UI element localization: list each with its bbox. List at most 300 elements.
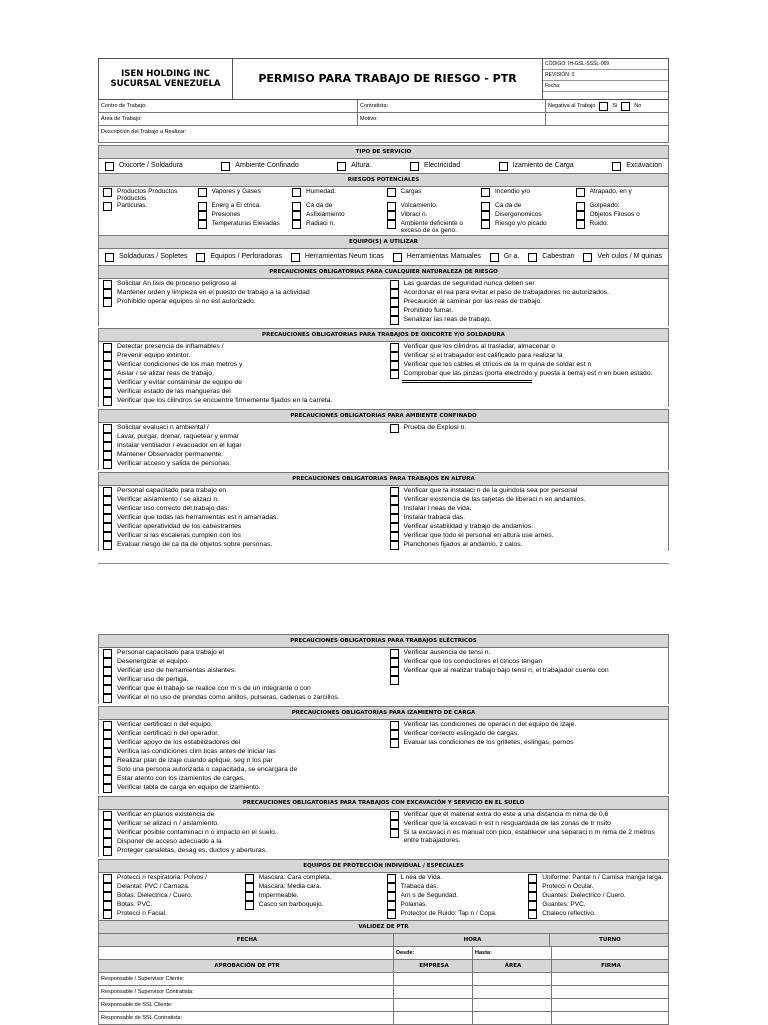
- checkbox[interactable]: [390, 352, 399, 361]
- checkbox[interactable]: [103, 280, 112, 289]
- riesgo-option[interactable]: [198, 202, 287, 211]
- checkbox[interactable]: [390, 316, 399, 325]
- checkbox[interactable]: [528, 253, 537, 262]
- checkbox[interactable]: [103, 721, 112, 730]
- aprobacion-area-input[interactable]: [473, 986, 552, 998]
- epp-option[interactable]: [103, 910, 239, 919]
- epp-option[interactable]: [387, 901, 523, 910]
- aprobacion-firma-input[interactable]: [552, 973, 668, 985]
- checkbox[interactable]: [245, 901, 254, 910]
- checkbox[interactable]: [390, 532, 399, 541]
- checkbox[interactable]: [196, 253, 205, 262]
- checkbox[interactable]: [103, 397, 112, 406]
- checkbox[interactable]: [103, 433, 112, 442]
- precaution-item[interactable]: [390, 424, 665, 433]
- riesgo-option[interactable]: [292, 211, 381, 220]
- validez-turno-input[interactable]: [552, 947, 668, 959]
- riesgo-option[interactable]: [481, 220, 570, 234]
- checkbox[interactable]: [103, 505, 112, 514]
- tipo-servicio-option[interactable]: Excavacion: [612, 162, 662, 171]
- checkbox[interactable]: [103, 829, 112, 838]
- item-label: Personal capacitado para trabajo el: [117, 649, 224, 656]
- checkbox[interactable]: [612, 162, 621, 171]
- negativa-si-checkbox[interactable]: [599, 102, 608, 111]
- checkbox[interactable]: [481, 211, 490, 220]
- aprobacion-rows: [99, 973, 668, 1025]
- checkbox[interactable]: [103, 766, 112, 775]
- riesgo-option[interactable]: [576, 220, 665, 234]
- centro-field[interactable]: Centro de Trabajo:: [101, 103, 147, 109]
- epp-option[interactable]: [103, 892, 239, 901]
- checkbox[interactable]: [245, 892, 254, 901]
- precaution-item[interactable]: [103, 496, 378, 505]
- precaution-item[interactable]: [103, 397, 378, 406]
- checkbox[interactable]: [390, 820, 399, 829]
- checkbox[interactable]: [390, 361, 399, 370]
- tipo-servicio-option[interactable]: Izamiento de Carga: [499, 162, 574, 171]
- checkbox[interactable]: [103, 370, 112, 379]
- item-label: Guantes: Dielectrico / Cuero.: [542, 892, 626, 899]
- precaution-item[interactable]: [390, 820, 665, 829]
- precaution-item[interactable]: [390, 352, 665, 361]
- riesgo-option[interactable]: [198, 188, 287, 202]
- precaution-item[interactable]: [103, 748, 378, 757]
- blank-line: [402, 380, 532, 381]
- checkbox[interactable]: [103, 460, 112, 469]
- precaution-item[interactable]: [390, 523, 665, 532]
- checkbox[interactable]: [245, 883, 254, 892]
- checkbox[interactable]: [103, 901, 112, 910]
- precaution-item[interactable]: [390, 487, 665, 496]
- prec-general-list: [98, 279, 669, 326]
- precaution-item[interactable]: [390, 649, 665, 658]
- riesgo-option[interactable]: [103, 188, 192, 202]
- equipo-option[interactable]: [490, 253, 520, 262]
- item-label: Verificar que todas las herramientas est n amarradas.: [117, 514, 279, 521]
- precaution-item[interactable]: [103, 343, 378, 352]
- precaution-item[interactable]: [103, 649, 378, 658]
- checkbox[interactable]: [291, 253, 300, 262]
- checkbox[interactable]: [576, 188, 585, 197]
- checkbox[interactable]: [103, 388, 112, 397]
- checkbox[interactable]: [103, 910, 112, 919]
- checkbox[interactable]: [103, 188, 112, 197]
- checkbox[interactable]: [390, 487, 399, 496]
- epp-option[interactable]: [245, 901, 381, 910]
- checkbox[interactable]: [103, 442, 112, 451]
- epp-option[interactable]: [103, 883, 239, 892]
- descripcion-field[interactable]: Descripción del Trabajo a Realizar:: [101, 129, 187, 135]
- checkbox[interactable]: [103, 775, 112, 784]
- checkbox[interactable]: [103, 838, 112, 847]
- precaution-item[interactable]: [103, 820, 378, 829]
- checkbox[interactable]: [390, 307, 399, 316]
- item-label: Trabaca das.: [400, 883, 439, 890]
- checkbox[interactable]: [390, 739, 399, 748]
- checkbox[interactable]: [390, 424, 399, 433]
- checkbox[interactable]: [103, 739, 112, 748]
- checkbox[interactable]: [103, 523, 112, 532]
- epp-title: EQUIPOS DE PROTECCIÓN INDIVIDUAL / ESPECIALES: [98, 859, 669, 873]
- aprobacion-empresa-input[interactable]: [394, 986, 473, 998]
- checkbox[interactable]: [387, 874, 396, 883]
- precaution-item[interactable]: [390, 667, 665, 676]
- precaution-item[interactable]: [103, 532, 378, 541]
- area-field[interactable]: Área de Trabajo:: [101, 116, 142, 122]
- riesgo-option[interactable]: [292, 188, 381, 202]
- checkbox[interactable]: [198, 202, 207, 211]
- checkbox[interactable]: [105, 253, 114, 262]
- epp-option[interactable]: [245, 892, 381, 901]
- precaution-item[interactable]: [390, 370, 665, 379]
- checkbox[interactable]: [499, 162, 508, 171]
- checkbox[interactable]: [390, 676, 399, 685]
- riesgo-option[interactable]: [576, 202, 665, 211]
- checkbox[interactable]: [292, 188, 301, 197]
- item-label: Instalar l neas de vida.: [403, 505, 472, 512]
- precaution-item[interactable]: [103, 658, 378, 667]
- precaution-item[interactable]: [103, 379, 378, 388]
- equipo-option[interactable]: [393, 253, 481, 262]
- precaution-item[interactable]: [103, 460, 378, 469]
- precaution-item[interactable]: [390, 307, 665, 316]
- checkbox[interactable]: [103, 514, 112, 523]
- checkbox[interactable]: [103, 847, 112, 856]
- item-label: Verificar el no uso de prendas como anillos, pulseras, cadenas o zarcillos.: [117, 694, 340, 701]
- riesgo-option[interactable]: [292, 220, 381, 234]
- precaution-item[interactable]: [390, 730, 665, 739]
- checkbox[interactable]: [103, 784, 112, 793]
- checkbox[interactable]: [292, 220, 301, 229]
- precaution-item[interactable]: [103, 505, 378, 514]
- precaution-item[interactable]: [390, 289, 665, 298]
- checkbox[interactable]: [387, 220, 396, 229]
- riesgo-option[interactable]: [576, 188, 665, 202]
- checkbox[interactable]: [390, 514, 399, 523]
- checkbox[interactable]: [387, 211, 396, 220]
- item-label: Radiaci n.: [306, 220, 335, 227]
- checkbox[interactable]: [245, 874, 254, 883]
- motivo-field[interactable]: Motivo:: [357, 113, 545, 125]
- tipo-servicio-option[interactable]: Oxicorte / Soldadura: [105, 162, 183, 171]
- item-label: Prohibido operar equipos si no est autorizado.: [117, 298, 256, 305]
- riesgo-option[interactable]: [387, 188, 476, 202]
- equipo-option[interactable]: [291, 253, 384, 262]
- precaution-item[interactable]: [103, 541, 378, 550]
- epp-option[interactable]: [245, 874, 381, 883]
- checkbox[interactable]: [103, 730, 112, 739]
- item-label: Vibraci n.: [400, 211, 428, 218]
- validez-fecha-input[interactable]: [99, 947, 394, 959]
- epp-option[interactable]: [387, 883, 523, 892]
- checkbox[interactable]: [103, 202, 112, 211]
- checkbox[interactable]: [576, 211, 585, 220]
- checkbox[interactable]: [103, 532, 112, 541]
- precaution-item[interactable]: [103, 667, 378, 676]
- precaution-item[interactable]: [390, 343, 665, 352]
- equipo-option[interactable]: [105, 253, 188, 262]
- equipo-option[interactable]: [583, 253, 662, 262]
- checkbox[interactable]: [103, 541, 112, 550]
- checkbox[interactable]: [390, 658, 399, 667]
- checkbox[interactable]: [198, 188, 207, 197]
- aprobacion-empresa-input[interactable]: [394, 999, 473, 1011]
- precaution-item[interactable]: [103, 289, 378, 298]
- checkbox[interactable]: [528, 892, 537, 901]
- checkbox[interactable]: [292, 202, 301, 211]
- checkbox[interactable]: [390, 298, 399, 307]
- blank-line: [402, 382, 532, 383]
- checkbox[interactable]: [528, 883, 537, 892]
- aprobacion-firma-input[interactable]: [552, 986, 668, 998]
- precaution-item[interactable]: [103, 847, 378, 856]
- checkbox[interactable]: [337, 162, 346, 171]
- riesgo-option[interactable]: [103, 202, 192, 211]
- item-label: Verificar operatividad de los cabestrantes: [117, 523, 242, 530]
- checkbox[interactable]: [103, 658, 112, 667]
- precaution-item[interactable]: [103, 442, 378, 451]
- equipo-option[interactable]: [528, 253, 574, 262]
- aprobacion-empresa-input[interactable]: [394, 973, 473, 985]
- precaution-item[interactable]: [103, 451, 378, 460]
- checkbox[interactable]: [105, 162, 114, 171]
- item-label: Verificar existencia de las tarjetas de liberaci n en andamios.: [403, 496, 586, 503]
- checkbox[interactable]: [576, 202, 585, 211]
- checkbox[interactable]: [390, 811, 399, 820]
- precaution-item[interactable]: [103, 514, 378, 523]
- riesgo-option[interactable]: [387, 202, 476, 211]
- precaution-column-left: [103, 280, 378, 325]
- epp-option[interactable]: [103, 901, 239, 910]
- riesgo-option[interactable]: [481, 188, 570, 202]
- checkbox[interactable]: [103, 667, 112, 676]
- precaution-item[interactable]: [103, 685, 378, 694]
- precaution-item[interactable]: [390, 676, 665, 685]
- precaution-item[interactable]: [103, 811, 378, 820]
- checkbox[interactable]: [103, 883, 112, 892]
- checkbox[interactable]: [387, 901, 396, 910]
- item-label: Verificar si las escaleras cumplen con los: [117, 532, 241, 539]
- aprobacion-empresa-input[interactable]: [394, 1012, 473, 1024]
- precaution-item[interactable]: [103, 739, 378, 748]
- precaution-item[interactable]: [103, 775, 378, 784]
- checkbox[interactable]: [390, 730, 399, 739]
- checkbox[interactable]: [393, 253, 402, 262]
- riesgo-option[interactable]: [198, 220, 287, 234]
- checkbox[interactable]: [390, 523, 399, 532]
- checkbox[interactable]: [103, 424, 112, 433]
- precaution-item[interactable]: [390, 514, 665, 523]
- tipo-servicio-option[interactable]: Ambiente Confinado: [221, 162, 298, 171]
- checkbox[interactable]: [390, 370, 399, 379]
- checkbox[interactable]: [103, 451, 112, 460]
- precaution-item[interactable]: [390, 280, 665, 289]
- checkbox[interactable]: [198, 220, 207, 229]
- precaution-item[interactable]: [103, 757, 378, 766]
- precaution-item[interactable]: [103, 361, 378, 370]
- aprobacion-firma-input[interactable]: [552, 999, 668, 1011]
- checkbox[interactable]: [390, 829, 399, 838]
- permit-page-1: [98, 58, 669, 564]
- checkbox[interactable]: [390, 343, 399, 352]
- item-label: Volcamiento.: [400, 202, 438, 209]
- item-label: Temperaturas Elevadas: [211, 220, 280, 227]
- precaution-item[interactable]: [103, 370, 378, 379]
- riesgo-option[interactable]: [387, 211, 476, 220]
- checkbox[interactable]: [387, 892, 396, 901]
- item-label: Prueba de Explosi n.: [403, 424, 467, 431]
- precaution-item[interactable]: [390, 658, 665, 667]
- precaution-item[interactable]: [103, 388, 378, 397]
- checkbox[interactable]: [103, 343, 112, 352]
- riesgo-option[interactable]: [198, 211, 287, 220]
- epp-option[interactable]: [387, 892, 523, 901]
- checkbox[interactable]: [528, 901, 537, 910]
- checkbox[interactable]: [390, 721, 399, 730]
- item-label: Mantener orden y limpieza en el puesto de trabajo a la actividad: [117, 289, 310, 296]
- precaution-item[interactable]: [103, 730, 378, 739]
- checkbox[interactable]: [103, 694, 112, 703]
- form-header: [98, 58, 669, 100]
- checkbox[interactable]: [410, 162, 419, 171]
- precaution-item[interactable]: [390, 532, 665, 541]
- checkbox[interactable]: [103, 757, 112, 766]
- epp-option[interactable]: [528, 901, 664, 910]
- item-label: Mascara: Cara completa.: [258, 874, 332, 881]
- checkbox[interactable]: [576, 220, 585, 229]
- checkbox[interactable]: [292, 211, 301, 220]
- epp-option[interactable]: [528, 883, 664, 892]
- checkbox[interactable]: [103, 820, 112, 829]
- item-label: Comprobar que las pinzas (porta electrodo y puesta a tierra) est n en buen estado.: [403, 370, 653, 377]
- checkbox[interactable]: [387, 910, 396, 919]
- checkbox[interactable]: [103, 811, 112, 820]
- precaution-item[interactable]: [390, 496, 665, 505]
- equipo-option[interactable]: [196, 253, 282, 262]
- precaution-item[interactable]: [103, 676, 378, 685]
- item-label: Verificar que el material extra do este a una distancia m nima de 0,6: [403, 811, 609, 818]
- checkbox[interactable]: [390, 280, 399, 289]
- checkbox[interactable]: [103, 487, 112, 496]
- epp-option[interactable]: [528, 910, 664, 919]
- tipo-servicio-option[interactable]: Altura.: [337, 162, 371, 171]
- precaution-item[interactable]: [390, 721, 665, 730]
- epp-option[interactable]: [387, 910, 523, 919]
- checkbox[interactable]: [103, 352, 112, 361]
- precaution-item[interactable]: [103, 694, 378, 703]
- precaution-item[interactable]: [103, 487, 378, 496]
- precaution-item[interactable]: [103, 523, 378, 532]
- checkbox[interactable]: [481, 202, 490, 211]
- checkbox[interactable]: [390, 289, 399, 298]
- precaution-item[interactable]: [390, 316, 665, 325]
- aprobacion-area-input[interactable]: [473, 999, 552, 1011]
- epp-option[interactable]: [103, 874, 239, 883]
- checkbox[interactable]: [390, 496, 399, 505]
- checkbox[interactable]: [103, 289, 112, 298]
- equipos-title: EQUIPO(S) A UTILIZAR: [98, 235, 669, 249]
- precaution-item[interactable]: [103, 433, 378, 442]
- aprobacion-area-input[interactable]: [473, 1012, 552, 1024]
- precaution-item[interactable]: [103, 829, 378, 838]
- checkbox[interactable]: [390, 649, 399, 658]
- checkbox[interactable]: [528, 874, 537, 883]
- precaution-item[interactable]: [390, 811, 665, 820]
- riesgo-option[interactable]: [576, 211, 665, 220]
- precaution-item[interactable]: [103, 298, 378, 307]
- aprobacion-firma-input[interactable]: [552, 1012, 668, 1024]
- checkbox[interactable]: [103, 676, 112, 685]
- precaution-item[interactable]: [103, 352, 378, 361]
- item-label: Senalizar las reas de trabajo.: [403, 316, 492, 323]
- checkbox[interactable]: [103, 649, 112, 658]
- precaution-item[interactable]: [103, 280, 378, 289]
- validez-desde-input[interactable]: Desde:: [394, 947, 473, 959]
- tipo-servicio-option[interactable]: Electricidad: [410, 162, 460, 171]
- precaution-item[interactable]: [390, 361, 665, 370]
- precaution-item[interactable]: [103, 424, 378, 433]
- epp-option[interactable]: [528, 892, 664, 901]
- riesgo-option[interactable]: [481, 211, 570, 220]
- checkbox[interactable]: [490, 253, 499, 262]
- negativa-no-checkbox[interactable]: [621, 102, 630, 111]
- precaution-item[interactable]: [390, 739, 665, 748]
- checkbox[interactable]: [103, 892, 112, 901]
- checkbox[interactable]: [387, 883, 396, 892]
- checkbox[interactable]: [103, 379, 112, 388]
- checkbox[interactable]: [103, 298, 112, 307]
- item-label: Verificar que la excavaci n est n resguardada de las zonas de tr nsito: [403, 820, 611, 827]
- checkbox[interactable]: [103, 748, 112, 757]
- item-label: Mascara: Media cara.: [258, 883, 322, 890]
- checkbox[interactable]: [481, 188, 490, 197]
- checkbox[interactable]: [387, 188, 396, 197]
- checkbox[interactable]: [390, 505, 399, 514]
- checkbox[interactable]: [221, 162, 230, 171]
- item-label: Realizar plan de izaje cuando aplique, seg n los par: [117, 757, 273, 764]
- contratista-field[interactable]: Contratista:: [357, 100, 545, 112]
- precaution-item[interactable]: [103, 838, 378, 847]
- checkbox[interactable]: [481, 220, 490, 229]
- precaution-item[interactable]: [103, 766, 378, 775]
- epp-option[interactable]: [245, 883, 381, 892]
- validez-hasta-input[interactable]: Hasta:: [473, 947, 552, 959]
- precaution-item[interactable]: [390, 541, 665, 550]
- checkbox[interactable]: [198, 211, 207, 220]
- checkbox[interactable]: [387, 202, 396, 211]
- info-row-2-blank: [545, 113, 668, 125]
- riesgo-option[interactable]: [481, 202, 570, 211]
- precaution-item[interactable]: [103, 721, 378, 730]
- riesgo-option[interactable]: [387, 220, 476, 234]
- precaution-item[interactable]: [390, 829, 665, 844]
- checkbox[interactable]: [528, 910, 537, 919]
- checkbox[interactable]: [583, 253, 592, 262]
- checkbox[interactable]: [390, 541, 399, 550]
- epp-option[interactable]: [528, 874, 664, 883]
- checkbox[interactable]: [103, 496, 112, 505]
- checkbox[interactable]: [390, 667, 399, 676]
- checkbox[interactable]: [103, 874, 112, 883]
- precaution-item[interactable]: [390, 298, 665, 307]
- epp-option[interactable]: [387, 874, 523, 883]
- riesgo-option[interactable]: [292, 202, 381, 211]
- aprobacion-area-input[interactable]: [473, 973, 552, 985]
- precaution-item[interactable]: [103, 784, 378, 793]
- checkbox[interactable]: [103, 361, 112, 370]
- checkbox[interactable]: [103, 685, 112, 694]
- precaution-item[interactable]: [390, 505, 665, 514]
